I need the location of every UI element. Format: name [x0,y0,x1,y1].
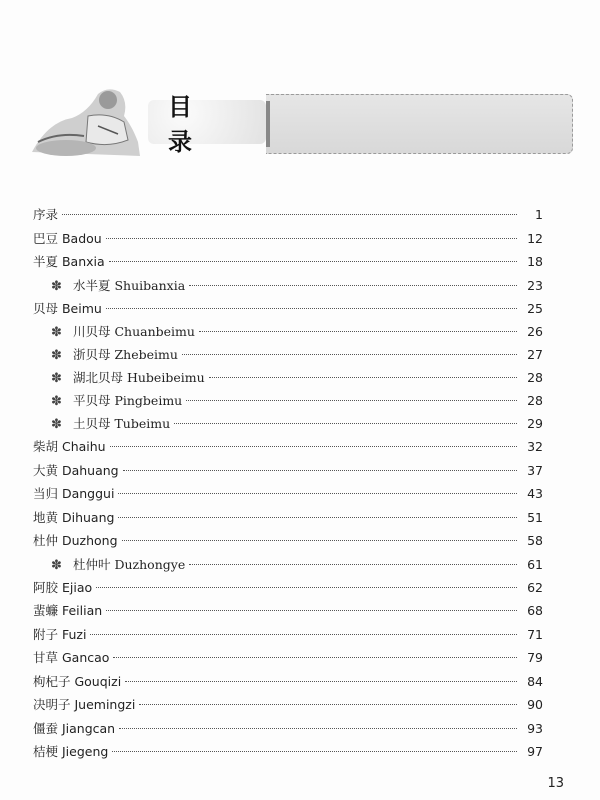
toc-entry-label: 水半夏 Shuibanxia [73,277,186,293]
toc-entry[interactable] [33,672,543,696]
toc-entry[interactable] [33,742,543,766]
dot-leader [96,587,517,588]
dot-leader [119,728,517,729]
toc-entry-page: 32 [527,439,543,454]
toc-entry[interactable] [33,648,543,672]
scholar-illustration [28,82,148,160]
flower-bullet-icon: ✽ [51,417,62,432]
toc-entry-page: 1 [535,207,543,222]
dot-leader [182,354,517,355]
toc-entry[interactable] [33,578,543,602]
toc-entry-label: 甘草 Gancao [33,650,110,665]
toc-entry[interactable] [33,484,543,508]
toc-entry[interactable] [33,252,543,276]
toc-entry-label: 大黄 Dahuang [33,462,119,478]
dot-leader [209,377,517,378]
toc-entry-page: 43 [527,486,543,501]
title-band [266,94,573,154]
dot-leader [106,610,517,611]
toc-entry-label: 枸杞子 Gouqizi [33,673,122,689]
dot-leader [123,470,517,471]
toc-entry[interactable] [33,719,543,743]
toc-entry[interactable] [33,531,543,555]
flower-bullet-icon: ✽ [51,348,62,363]
dot-leader [110,446,517,447]
toc-entry-label: 序录 [33,207,59,222]
toc-entry[interactable] [33,601,543,625]
dot-leader [62,214,517,215]
toc-entry-label: 决明子 Juemingzi [33,697,136,712]
toc-entry-page: 23 [527,277,543,293]
toc-subentry[interactable] [33,391,543,414]
toc-entry-page: 71 [527,626,543,642]
toc-entry[interactable] [33,299,543,323]
toc-entry-label: 巴豆 Badou [33,230,102,246]
dot-leader [112,751,517,752]
toc-entry-page: 93 [527,720,543,736]
toc-entry-page: 28 [527,393,543,408]
toc-entry-label: 蜚蠊 Feilian [33,603,103,618]
toc-entry-label: 贝母 Beimu [33,300,102,316]
toc-entry[interactable] [33,229,543,253]
toc-title: 目 录 [168,93,212,156]
toc-entry-label: 阿胶 Ejiao [33,579,93,595]
toc-entry-label: 地黄 Dihuang [33,509,115,525]
dot-leader [109,261,517,262]
toc-entry[interactable] [33,205,543,229]
toc-subentry[interactable] [33,276,543,299]
toc-entry-label: 僵蚕 Jiangcan [33,720,116,736]
dot-leader [113,657,517,658]
toc-entry-page: 12 [527,230,543,246]
toc-subentry[interactable] [33,322,543,345]
toc-entry-page: 27 [527,347,543,362]
dot-leader [199,331,517,332]
dot-leader [139,704,517,705]
toc-entry-label: 半夏 Banxia [33,254,105,269]
toc-entry-page: 79 [527,650,543,665]
dot-leader [90,634,517,635]
toc-entry-page: 61 [527,556,543,572]
toc-entry-page: 90 [527,697,543,712]
toc-entry-label: 土贝母 Tubeimu [73,416,171,431]
toc-entry-page: 68 [527,603,543,618]
toc-entry[interactable] [33,437,543,461]
toc-entry[interactable] [33,695,543,719]
toc-subentry[interactable] [33,414,543,437]
toc-entry-label: 杜仲叶 Duzhongye [73,556,186,572]
dot-leader [106,238,517,239]
flower-bullet-icon: ✽ [51,325,62,340]
dot-leader [118,517,517,518]
toc-entry-page: 28 [527,370,543,385]
dot-leader [189,285,517,286]
toc-entry-label: 当归 Danggui [33,486,115,501]
toc-entry-label: 湖北贝母 Hubeibeimu [73,370,205,385]
toc-entry-page: 26 [527,324,543,339]
toc-entry-page: 25 [527,300,543,316]
toc-entry[interactable] [33,461,543,485]
page-number: 13 [547,776,564,791]
toc-entry-label: 柴胡 Chaihu [33,439,106,454]
table-of-contents [33,205,543,766]
toc-header [28,82,548,160]
flower-bullet-icon: ✽ [51,557,62,573]
toc-entry-label: 川贝母 Chuanbeimu [73,324,195,339]
flower-bullet-icon: ✽ [51,278,62,294]
toc-entry-page: 62 [527,579,543,595]
dot-leader [174,423,517,424]
toc-subentry[interactable] [33,345,543,368]
dot-leader [186,400,517,401]
toc-entry[interactable] [33,508,543,532]
dot-leader [189,564,517,565]
toc-entry-page: 37 [527,462,543,478]
toc-entry-page: 58 [527,533,543,548]
toc-entry-label: 桔梗 Jiegeng [33,744,109,759]
dot-leader [122,540,517,541]
dot-leader [106,308,517,309]
dot-leader [118,493,517,494]
toc-entry-label: 浙贝母 Zhebeimu [73,347,178,362]
toc-entry-page: 97 [527,744,543,759]
toc-entry-label: 杜仲 Duzhong [33,533,118,548]
flower-bullet-icon: ✽ [51,394,62,409]
dot-leader [125,681,517,682]
toc-entry-label: 平贝母 Pingbeimu [73,393,183,408]
toc-subentry[interactable] [33,368,543,391]
toc-title-box [148,93,266,156]
toc-entry-page: 29 [527,416,543,431]
toc-entry-page: 84 [527,673,543,689]
toc-entry-label: 附子 Fuzi [33,626,87,642]
toc-entry[interactable] [33,625,543,649]
toc-entry-page: 18 [527,254,543,269]
toc-entry-page: 51 [527,509,543,525]
toc-subentry[interactable] [33,555,543,578]
flower-bullet-icon: ✽ [51,371,62,386]
